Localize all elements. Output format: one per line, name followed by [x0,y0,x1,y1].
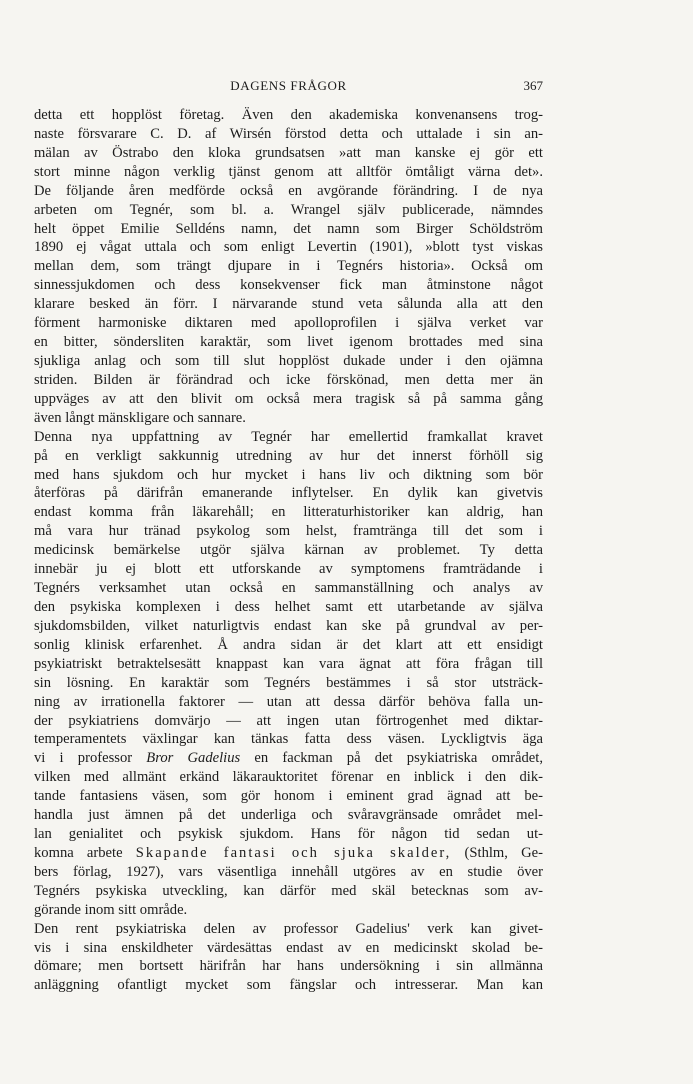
text-line: uppväges av att den blivit om också mera tragisk så på samma gång [34,390,543,407]
text-line: lan genialitet och psykisk sjukdom. Hans för någon tid sedan ut- [34,826,543,843]
text-line: må vara hur tränad psykolog som helst, framtränga till det som i [34,523,543,540]
text-line: även långt mänskligare och sannare. [34,409,246,426]
text-line: bers förlag, 1927), vars väsentliga innehåll utgöres av en studie över [34,863,543,880]
text-line: återföras på därifrån emanerande inflytelser. En dylik kan givetvis [34,485,543,502]
line-part: (Sthlm, Ge- [451,844,543,861]
text-line: på en verkligt sakkunnig utredning av hur det innerst förhöll sig [34,447,543,464]
spaced-book-title: Skapande fantasi och sjuka skalder, [135,844,452,861]
text-line: vilken med allmänt erkänd läkarauktoritet förenar en inblick i den dik- [34,769,543,786]
line-part: komna arbete [34,844,136,861]
text-line: med hans sjukdom och hur mycket i hans liv och diktning som bör [34,466,543,483]
text-line: psykiatriskt betraktelsesätt knappast kan vara ägnat att föra frågan till [34,655,543,672]
paragraph-start: Den rent psykiatriska delen av professor Gadelius' verk kan givet- [34,920,543,937]
text-line: der psykiatriens domvärjo — att ingen utan förtrogenhet med diktar- [34,712,543,729]
text-line: mellan dem, som trängt djupare in i Tegnérs historia». Också om [34,258,543,275]
text-line: helt öppet Emilie Selldéns namn, det namn som Birger Schöldström [34,220,543,237]
text-line: sjukdomsbilden, vilket naturligtvis endast kan ske på grundval av per- [34,617,543,634]
paragraph-start: Denna nya uppfattning av Tegnér har emellertid framkallat kravet [34,428,543,445]
text-line: Tegnérs verksamhet utan också en sammanställning och analys av [34,580,543,597]
text-line: 1890 ej vågat uttala och som enligt Levertin (1901), »blott tyst viskas [34,239,543,256]
text-line: naste försvarare C. D. af Wirsén förstod detta och uttalade i sin an- [34,125,543,142]
text-line: stort minne någon verklig tjänst genom att alltför ömtåligt värna det». [34,163,543,180]
text-line: mälan av Östrabo den kloka grundsatsen »att man kanske ej gör ett [34,144,543,161]
line-part: vi i professor [34,750,147,767]
text-line-with-spaced-title [34,844,543,863]
text-line: dömare; men bortsett härifrån har hans undersökning i sin allmänna [34,958,543,975]
text-line: den psykiska komplexen i dess helhet samt ett utarbetande av själva [34,598,543,615]
line-part: en fackman på det psykiatriska området, [240,750,543,767]
text-line: temperamentets växlingar kan tänkas fatta dess väsen. Lyckligtvis äga [34,731,543,748]
text-line: klarare besked än förr. I närvarande stund veta sålunda alla att den [34,296,543,313]
page-header [34,78,543,98]
text-line: tande fantasiens väsen, som gör honom i eminent grad ägnad att be- [34,788,543,805]
text-line: striden. Bilden är förändrad och icke förskönad, men detta mer än [34,371,543,388]
text-line: sin lösning. En karaktär som Tegnérs bestämmes i så stor utsträck- [34,674,543,691]
text-line: innebär ju ej blott ett utforskande av symptomens framträdande i [34,561,543,578]
text-line: endast komma från läkarehåll; en litteraturhistoriker kan aldrig, han [34,504,543,521]
text-line: ning av irrationella faktorer — utan att dessa därför behöva falla un- [34,693,543,710]
text-line: handla just ämnen på det underliga och svåravgränsade området mel- [34,807,543,824]
page-number: 367 [523,78,543,93]
text-line: detta ett hopplöst företag. Även den akademiska konvenansens trog- [34,107,543,123]
text-line: förment harmoniske diktaren med apolloprofilen i själva verket var [34,315,543,332]
text-line: görande inom sitt område. [34,901,188,918]
body-text [34,106,543,995]
text-line: Tegnérs psykiska utveckling, kan därför med skäl betecknas som av- [34,882,543,899]
running-title: DAGENS FRÅGOR [230,78,347,93]
text-line: sinnessjukdomen och dess konsekvenser fick man åtminstone något [34,277,543,294]
text-line: anläggning ofantligt mycket som fängslar och intresserar. Man kan [34,977,543,994]
text-line: medicinsk bemärkelse utgör själva kärnan av problemet. Ty detta [34,542,543,559]
text-line-with-italic [34,749,543,768]
text-line: vis i sina enskildheter värdesättas endast av en medicinskt skolad be- [34,939,543,956]
text-line: en bitter, söndersliten karaktär, som livet igenom brottades med sina [34,334,543,351]
text-line: sjukliga anlag och som till slut hopplöst dukade under i den ojämna [34,352,543,369]
text-line: De följande åren medförde också en avgörande förändring. I de nya [34,182,543,199]
text-line: arbeten om Tegnér, som bl. a. Wrangel själv publicerade, nämndes [34,201,543,218]
italic-author-name: Bror Gadelius [146,750,241,767]
text-line: sonlig klinisk erfarenhet. Å andra sidan är det klart att ett ensidigt [34,636,543,653]
